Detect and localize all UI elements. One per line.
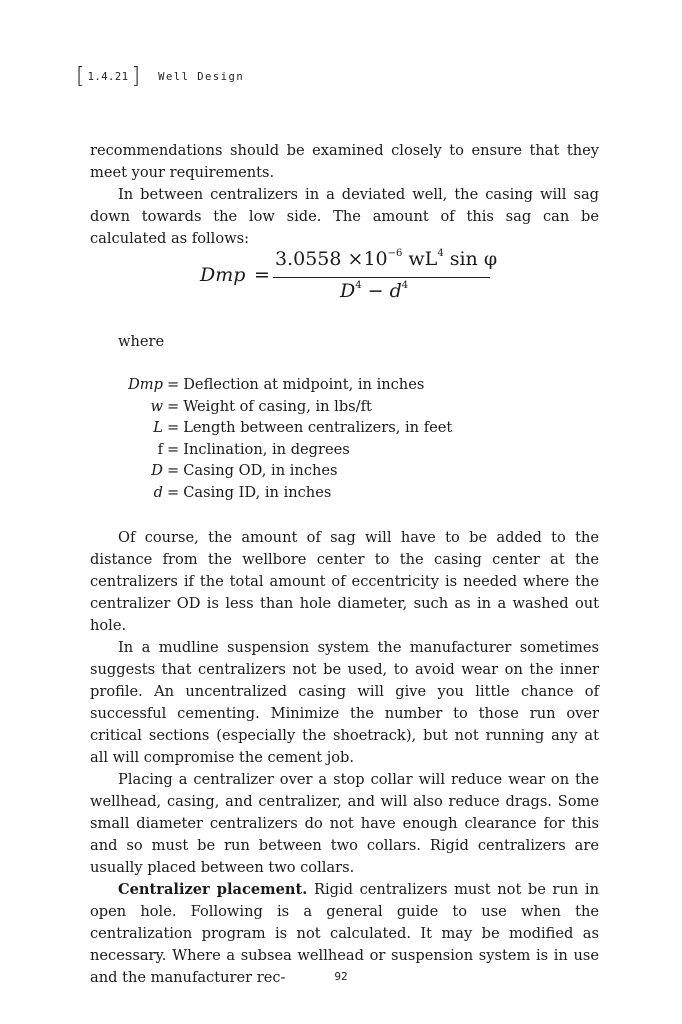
definition-row	[118, 482, 452, 504]
formula-lhs: Dmp	[200, 264, 246, 286]
numerator-coefficient: 3.0558 ×10	[275, 248, 388, 270]
definition-row	[118, 417, 452, 439]
definition-row	[118, 460, 452, 482]
bracket-close: ]	[131, 64, 141, 89]
paragraph: Placing a centralizer over a stop collar will reduce wear on the wellhead, casing, and centralizer, and will also reduce drags. Some small diameter centralizers do not have enough clearance for this and so must be run between two collars. Rigid centralizers are usually placed between two collars.	[90, 771, 599, 876]
paragraph-text: Rigid centralizers must not be run in open hole. Following is a general guide to use when the centralization program is not calculated. It may be modified as necessary. Where a subsea wellhead or suspension system is in use and the manufacturer rec-	[90, 881, 599, 986]
running-header	[76, 66, 244, 88]
formula-denominator	[340, 280, 408, 302]
formula-equals: =	[254, 264, 270, 286]
definition-symbol: d	[153, 483, 163, 501]
definition-symbol: L	[153, 419, 163, 437]
paragraph: In a mudline suspension system the manufacturer sometimes suggests that centralizers not be used, to avoid wear on the inner profile. An uncentralized casing will give you little chance of successful cementing. Minimize the number to those run over critical sections (especially the shoetrack), but not running any at all will compromise the cement job.	[90, 639, 599, 766]
denominator-D-exponent: 4	[355, 280, 362, 291]
definition-equals: =	[167, 376, 180, 393]
definition-equals: =	[167, 462, 180, 480]
denominator-D: D	[340, 280, 356, 302]
where-label: where	[118, 333, 165, 350]
definition-symbol: D	[151, 462, 163, 480]
definition-equals: =	[167, 483, 180, 501]
run-in-heading: Centralizer placement.	[118, 881, 308, 898]
sag-formula	[200, 246, 500, 306]
page-number: 92	[334, 970, 348, 983]
denominator-d-exponent: 4	[401, 280, 409, 291]
definition-symbol: f	[157, 440, 163, 458]
definition-row	[118, 439, 452, 461]
chapter-title: Well Design	[158, 71, 245, 83]
numerator-variable: wL	[408, 248, 438, 270]
definition-equals: =	[167, 419, 180, 437]
variable-definitions	[118, 374, 452, 504]
definition-description: Length between centralizers, in feet	[183, 419, 453, 437]
paragraph: recommendations should be examined closely to ensure that they meet your requirements.	[90, 142, 599, 181]
numerator-variable-exponent: 4	[437, 248, 444, 259]
paragraph: Of course, the amount of sag will have to be added to the distance from the wellbore center to the casing center at the centralizers if the total amount of eccentricity is needed where the centralizer OD is less than hole diameter, such as in a washed out hole.	[90, 529, 599, 634]
definition-description: Casing ID, in inches	[183, 483, 332, 501]
definition-description: Deflection at midpoint, in inches	[183, 376, 425, 393]
definition-description: Casing OD, in inches	[183, 462, 338, 480]
section-number: 1.4.21	[87, 71, 129, 83]
definition-description: Inclination, in degrees	[183, 440, 350, 458]
definition-description: Weight of casing, in lbs/ft	[183, 397, 372, 415]
definition-equals: =	[167, 397, 180, 415]
paragraph: In between centralizers in a deviated well, the casing will sag down towards the low side. The amount of this sag can be calculated as follows:	[90, 186, 599, 247]
denominator-minus-d: − d	[367, 280, 402, 302]
fraction-bar	[273, 277, 490, 278]
bracket-open: [	[76, 64, 85, 89]
body-text-bottom	[90, 527, 599, 989]
definition-row	[118, 396, 452, 418]
numerator-exponent: −6	[387, 248, 403, 259]
definition-symbol: w	[150, 397, 163, 415]
definition-symbol: Dmp	[128, 376, 163, 393]
formula-numerator	[275, 248, 497, 270]
definition-row	[118, 374, 452, 396]
numerator-function: sin φ	[449, 248, 498, 270]
body-text-top	[90, 140, 599, 250]
definition-equals: =	[167, 440, 180, 458]
